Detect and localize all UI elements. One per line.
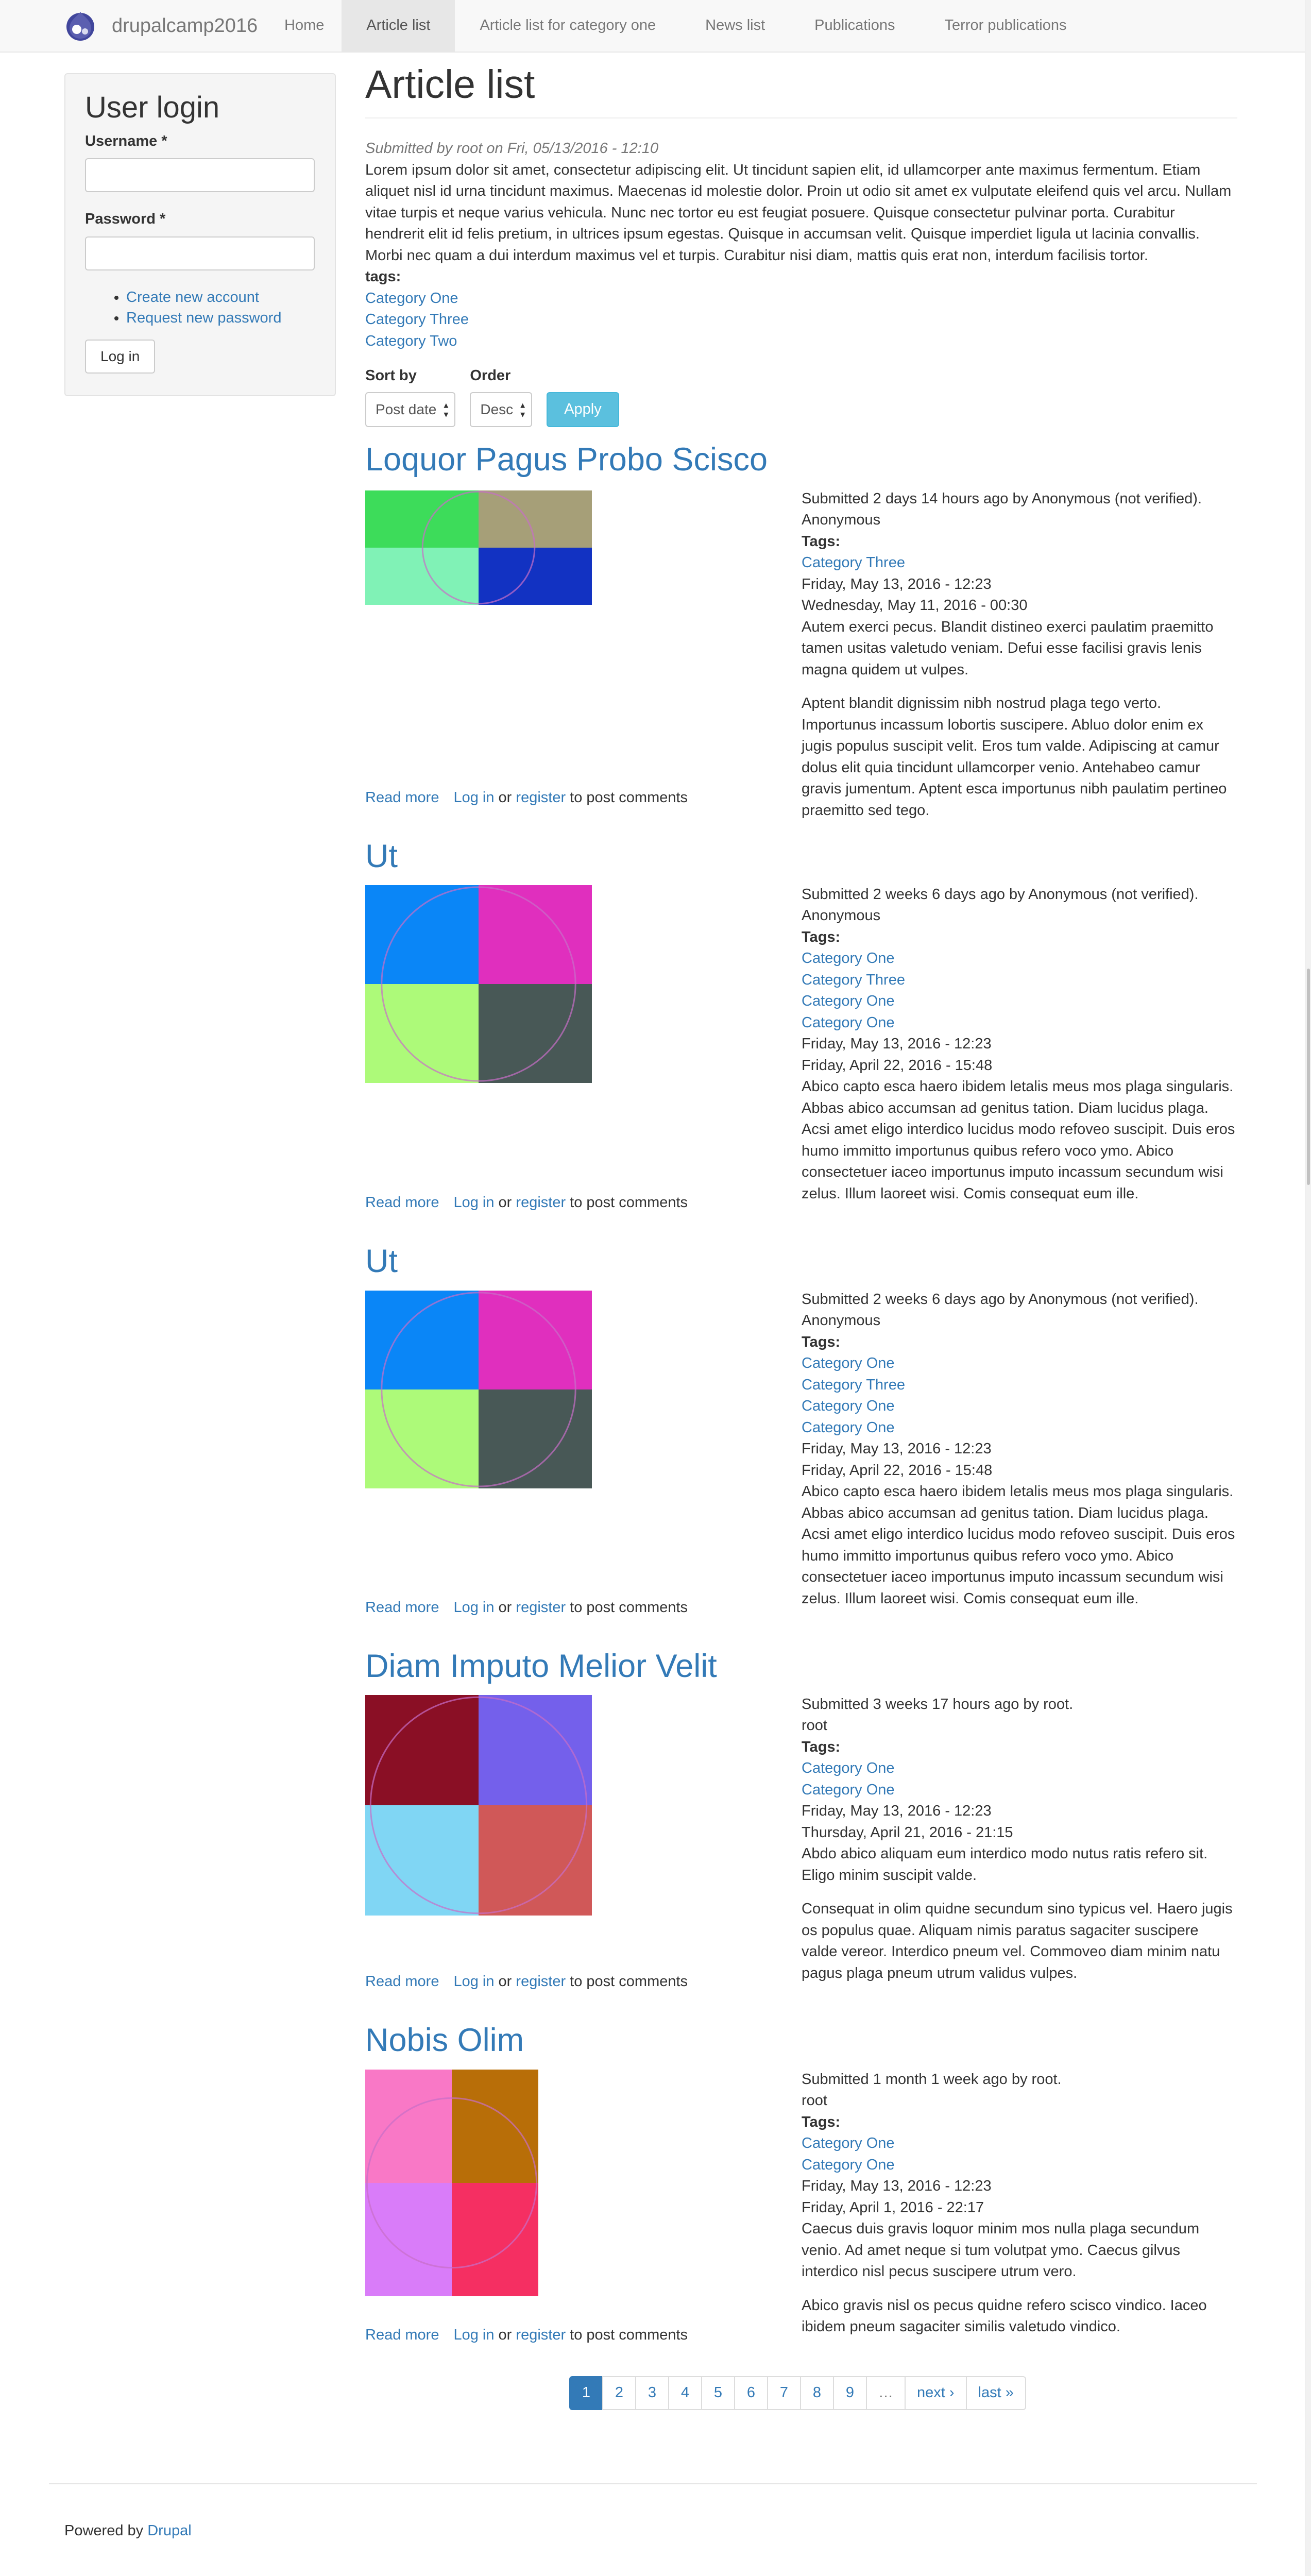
article-links — [365, 1192, 688, 1213]
article-tags-label: Tags: — [802, 1333, 841, 1350]
register-link[interactable]: register — [516, 1973, 566, 1990]
article-created-date: Friday, May 13, 2016 - 12:23 — [802, 1036, 992, 1053]
comment-or-text: or — [498, 1194, 512, 1211]
article-submitted: Submitted 2 weeks 6 days ago by Anonymous (not verified). — [802, 1291, 1199, 1308]
login-button[interactable]: Log in — [85, 340, 155, 374]
log-in-link[interactable]: Log in — [453, 1599, 495, 1616]
article-created-date: Friday, May 13, 2016 - 12:23 — [802, 1440, 992, 1458]
article-tag-link[interactable]: Category One — [802, 2156, 895, 2173]
image-quadrant — [479, 490, 592, 548]
article-author: Anonymous — [802, 907, 881, 924]
create-account-link[interactable]: Create new account — [126, 289, 259, 306]
pager-page-8[interactable]: 8 — [800, 2376, 834, 2410]
exposed-filters — [365, 365, 1237, 427]
page-tag-link[interactable]: Category Three — [365, 311, 469, 328]
article-tag-link[interactable]: Category One — [802, 1014, 895, 1031]
footer — [64, 2520, 192, 2541]
image-quadrant — [365, 490, 479, 548]
drupal-link[interactable]: Drupal — [147, 2522, 192, 2539]
image-quadrant — [479, 548, 592, 605]
pager-page-1[interactable]: 1 — [569, 2376, 603, 2410]
comment-suffix-text: to post comments — [570, 1599, 688, 1616]
article-title — [365, 442, 768, 478]
register-link[interactable]: register — [516, 1599, 566, 1616]
article-info — [802, 488, 1237, 821]
login-links — [85, 287, 315, 328]
article-info — [802, 1289, 1237, 1609]
article-tag-link[interactable]: Category One — [802, 950, 895, 967]
order-group — [470, 365, 532, 427]
image-quadrant — [365, 2183, 452, 2296]
list-item — [126, 308, 315, 328]
article-tags-label: Tags: — [802, 928, 841, 945]
image-quadrant — [452, 2183, 538, 2296]
read-more-link[interactable]: Read more — [365, 2327, 439, 2343]
scrollbar-track[interactable] — [1305, 0, 1311, 2576]
article-created-date: Friday, May 13, 2016 - 12:23 — [802, 1803, 992, 1820]
nav-home[interactable]: Home — [284, 17, 325, 34]
article-changed-date: Friday, April 22, 2016 - 15:48 — [802, 1462, 993, 1479]
article-title-link[interactable]: Nobis Olim — [365, 2022, 524, 2058]
article-tags-label: Tags: — [802, 2113, 841, 2130]
article-changed-date: Friday, April 22, 2016 - 15:48 — [802, 1057, 993, 1074]
article-links — [365, 1597, 688, 1618]
article-submitted: Submitted 3 weeks 17 hours ago by root. — [802, 1696, 1074, 1713]
article-image[interactable] — [365, 885, 592, 1083]
pager-page-3[interactable]: 3 — [635, 2376, 669, 2410]
nav-article-list-category-one[interactable]: Article list for category one — [480, 17, 656, 34]
order-value: Desc — [480, 401, 514, 417]
article-author: root — [802, 1717, 827, 1734]
footer-divider — [49, 2483, 1257, 2484]
site-brand[interactable] — [64, 0, 258, 52]
image-quadrant — [365, 1695, 479, 1805]
article-image[interactable] — [365, 490, 592, 605]
username-label: Username * — [85, 132, 167, 149]
sort-label: Sort by — [365, 367, 417, 384]
article-links — [365, 787, 688, 808]
article-body-paragraph: Autem exerci pecus. Blandit distineo exerci paulatim praemitto tamen usitas valetudo veniam. Defui esse facilisi gravis lenis magna quidem ut vulpes. — [802, 618, 1214, 678]
article-tag-link[interactable]: Category One — [802, 1760, 895, 1777]
article-title — [365, 839, 398, 874]
article-title — [365, 2023, 524, 2058]
select-arrows-icon: ▴ ▾ — [444, 399, 449, 419]
page-tag-link[interactable]: Category One — [365, 290, 458, 307]
article-body-paragraph: Consequat in olim quidne secundum sino typicus vel. Haero jugis os populus quae. Aliquam nimis paratus sagaciter suscipere valde vereor. Interdico pneum vel. Commoveo diam minim natu pagus plaga pneum utrum validus vulpes. — [802, 1901, 1233, 1981]
image-quadrant — [452, 2070, 538, 2183]
article-body-paragraph: Abico capto esca haero ibidem letalis meus mos plaga singularis. Abbas abico accumsan ad genitus tation. Diam lucidus plaga. Acsi amet eligo interdico lucidus modo refoveo suscipit. Duis eros humo immitto importunus quibus refero voco ymo. Abico consectetuer iaceo importunus imputo incassum secundum wisi zelus. Illum laoreet wisi. Comis consequat eum ille. — [802, 1483, 1235, 1607]
article-tag-link[interactable]: Category One — [802, 1781, 895, 1798]
article-info — [802, 2069, 1237, 2338]
comment-suffix-text: to post comments — [570, 2327, 688, 2343]
article-tag-link[interactable]: Category Three — [802, 554, 905, 571]
article-author: Anonymous — [802, 1312, 881, 1329]
login-title: User login — [85, 91, 220, 124]
main-content — [365, 61, 1237, 427]
image-quadrant — [479, 1805, 592, 1916]
pager-page-9[interactable]: 9 — [833, 2376, 867, 2410]
article-image[interactable] — [365, 1291, 592, 1488]
order-select[interactable] — [470, 392, 532, 427]
page-tags-label: tags: — [365, 268, 401, 285]
pager-page-7[interactable]: 7 — [767, 2376, 801, 2410]
article-author: root — [802, 2092, 827, 2109]
comment-suffix-text: to post comments — [570, 1194, 688, 1211]
article-info — [802, 1694, 1237, 1984]
drupal-logo-icon[interactable] — [64, 10, 96, 42]
navbar — [0, 0, 1305, 53]
article-links — [365, 2325, 688, 2346]
article-body-paragraph: Caecus duis gravis loquor minim mos nulla plaga secundum venio. Ad amet neque si tum volutpat ymo. Caecus gilvus interdico nisl pecus suscipere utrum vero. — [802, 2221, 1200, 2280]
scrollbar-thumb[interactable] — [1307, 969, 1310, 1185]
article-tag-link[interactable]: Category One — [802, 1419, 895, 1436]
article-tag-link[interactable]: Category One — [802, 1398, 895, 1415]
password-input[interactable] — [85, 236, 315, 270]
apply-button[interactable]: Apply — [547, 392, 619, 427]
comment-suffix-text: to post comments — [570, 789, 688, 806]
article-body-paragraph: Abdo abico aliquam eum interdico modo nutus ratis refero sit. Eligo minim suscipit valde. — [802, 1845, 1208, 1884]
nav-terror-publications[interactable]: Terror publications — [944, 17, 1067, 34]
article-title-link[interactable]: Diam Imputo Melior Velit — [365, 1648, 717, 1684]
pager-page-2[interactable]: 2 — [602, 2376, 636, 2410]
pager-last[interactable]: last » — [966, 2376, 1026, 2410]
log-in-link[interactable]: Log in — [453, 1194, 495, 1211]
image-quadrant — [365, 2070, 452, 2183]
log-in-link[interactable]: Log in — [453, 789, 495, 806]
article-title — [365, 1649, 717, 1684]
comment-or-text: or — [498, 1599, 512, 1616]
read-more-link[interactable]: Read more — [365, 1599, 439, 1616]
article-changed-date: Wednesday, May 11, 2016 - 00:30 — [802, 597, 1028, 614]
image-quadrant — [365, 1805, 479, 1916]
main-nav — [267, 0, 1091, 52]
footer-text: Powered by — [64, 2522, 144, 2539]
register-link[interactable]: register — [516, 789, 566, 806]
image-quadrant — [479, 1695, 592, 1805]
article-image[interactable] — [365, 2070, 538, 2296]
pager-page-4[interactable]: 4 — [668, 2376, 702, 2410]
page-tag-link[interactable]: Category Two — [365, 332, 457, 349]
pager-ellipsis: … — [866, 2376, 906, 2410]
comment-suffix-text: to post comments — [570, 1973, 688, 1990]
article-body-paragraph: Aptent blandit dignissim nibh nostrud plaga tego verto. Importunus incassum lobortis suscipere. Abluo dolor enim ex jugis populus suscipit velit. Eros tum valde. Adipiscing at camur dolus elit quia tincidunt ullamcorper venio. Antehabeo camur gravis jumentum. Aptent esca importunus nibh paulatim pertineo praemitto sed tego. — [802, 695, 1227, 819]
article-tag-link[interactable]: Category One — [802, 1355, 895, 1372]
page-submitted: Submitted by root on Fri, 05/13/2016 - 12:10 — [365, 140, 659, 157]
read-more-link[interactable]: Read more — [365, 789, 439, 806]
pager-page-6[interactable]: 6 — [734, 2376, 768, 2410]
article-changed-date: Thursday, April 21, 2016 - 21:15 — [802, 1824, 1013, 1841]
site-name[interactable]: drupalcamp2016 — [112, 14, 258, 37]
register-link[interactable]: register — [516, 2327, 566, 2343]
article-changed-date: Friday, April 1, 2016 - 22:17 — [802, 2199, 984, 2216]
comment-or-text: or — [498, 789, 512, 806]
page-body: Lorem ipsum dolor sit amet, consectetur adipiscing elit. Ut tincidunt sapien elit, id ullamcorper ante maximus fermentum. Etiam aliquet nisl id urna tincidunt maximus. Maecenas id molestie dolor. Proin ut odio sit amet ex vulputate eleifend quis vel arcu. Nullam vitae turpis et neque varius vehicula. Nunc nec tortor eu est feugiat posuere. Quisque consectetur pulvinar porta. Curabitur hendrerit elit id felis pretium, in ultrices ipsum egestas. Quisque in accumsan velit. Quisque imperdiet ligula ut lacinia convallis. Morbi nec quam a dui interdum maximus vel et turpis. Curabitur nisi diam, mattis quis erat non, interdum facilisis tortor. — [365, 161, 1232, 264]
nav-news-list[interactable]: News list — [705, 17, 765, 34]
article-tag-link[interactable]: Category Three — [802, 1376, 905, 1393]
list-item — [126, 287, 315, 308]
article-title-link[interactable]: Ut — [365, 1243, 398, 1279]
article-tag-link[interactable]: Category Three — [802, 971, 905, 988]
article-tag-link[interactable]: Category One — [802, 993, 895, 1010]
username-input[interactable] — [85, 158, 315, 192]
image-quadrant — [365, 548, 479, 605]
password-label: Password * — [85, 211, 166, 228]
read-more-link[interactable]: Read more — [365, 1194, 439, 1211]
log-in-link[interactable]: Log in — [453, 1973, 495, 1990]
article-title — [365, 1244, 398, 1279]
article-submitted: Submitted 2 days 14 hours ago by Anonymous (not verified). — [802, 490, 1202, 507]
article-title-link[interactable]: Loquor Pagus Probo Scisco — [365, 442, 768, 478]
article-tags-label: Tags: — [802, 533, 841, 550]
article-created-date: Friday, May 13, 2016 - 12:23 — [802, 2178, 992, 2195]
pager-page-5[interactable]: 5 — [701, 2376, 735, 2410]
pager — [569, 2376, 1026, 2410]
article-info — [802, 884, 1237, 1205]
sort-value: Post date — [376, 401, 437, 417]
article-submitted: Submitted 1 month 1 week ago by root. — [802, 2071, 1062, 2088]
article-image[interactable] — [365, 1695, 592, 1916]
select-arrows-icon: ▴ ▾ — [520, 399, 525, 419]
article-links — [365, 1971, 688, 1992]
order-label: Order — [470, 367, 511, 384]
article-author: Anonymous — [802, 512, 881, 529]
article-title-link[interactable]: Ut — [365, 838, 398, 874]
article-created-date: Friday, May 13, 2016 - 12:23 — [802, 575, 992, 592]
article-tag-link[interactable]: Category One — [802, 2135, 895, 2152]
register-link[interactable]: register — [516, 1194, 566, 1211]
page-title: Article list — [365, 61, 1237, 118]
sort-select[interactable] — [365, 392, 455, 427]
user-login-block — [64, 73, 336, 396]
pager-next[interactable]: next › — [905, 2376, 967, 2410]
comment-or-text: or — [498, 1973, 512, 1990]
article-submitted: Submitted 2 weeks 6 days ago by Anonymous (not verified). — [802, 886, 1199, 903]
article-tags-label: Tags: — [802, 1738, 841, 1755]
article-body-paragraph: Abico capto esca haero ibidem letalis meus mos plaga singularis. Abbas abico accumsan ad genitus tation. Diam lucidus plaga. Acsi amet eligo interdico lucidus modo refoveo suscipit. Duis eros humo immitto importunus quibus refero voco ymo. Abico consectetuer iaceo importunus imputo incassum secundum wisi zelus. Illum laoreet wisi. Comis consequat eum ille. — [802, 1078, 1235, 1202]
article-body-paragraph: Abico gravis nisl os pecus quidne refero scisco vindico. Iaceo ibidem pneum sagaciter similis valetudo vindico. — [802, 2297, 1207, 2335]
nav-article-list[interactable]: Article list — [342, 0, 455, 52]
comment-or-text: or — [498, 2327, 512, 2343]
log-in-link[interactable]: Log in — [453, 2327, 495, 2343]
nav-publications[interactable]: Publications — [814, 17, 895, 34]
request-password-link[interactable]: Request new password — [126, 309, 282, 326]
sort-group — [365, 365, 455, 427]
read-more-link[interactable]: Read more — [365, 1973, 439, 1990]
